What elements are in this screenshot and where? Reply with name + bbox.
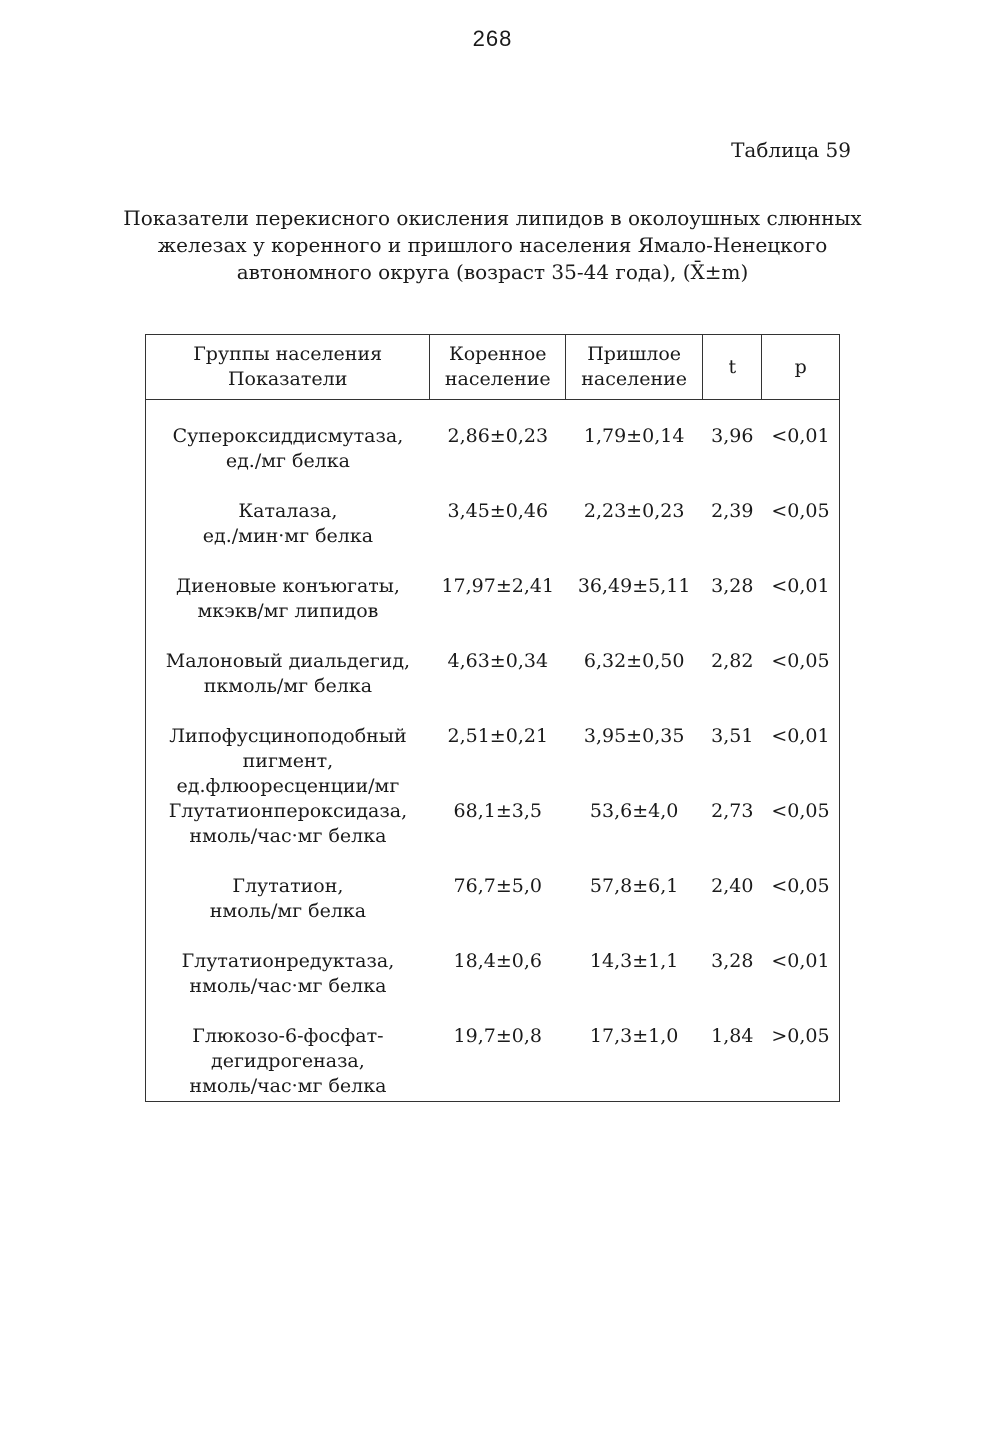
t-value: 3,28 — [711, 950, 754, 972]
header-migrant-line: Пришлое — [587, 343, 682, 365]
migrant-value: 53,6±4,0 — [589, 800, 679, 822]
header-migrant — [566, 335, 703, 400]
indicator-name-line: мкэкв/мг липидов — [197, 600, 379, 622]
p-value: <0,01 — [771, 575, 830, 597]
native-value: 76,7±5,0 — [453, 875, 542, 897]
indicator-name-line: дегидрогеназа, — [211, 1050, 365, 1072]
t-value: 1,84 — [711, 1025, 754, 1047]
indicator-name-line: нмоль/мг белка — [209, 900, 367, 922]
indicator-name — [146, 400, 430, 475]
table-row — [146, 924, 840, 999]
p-value: <0,05 — [771, 875, 830, 897]
indicator-name — [146, 699, 430, 799]
t-value: 3,28 — [711, 575, 754, 597]
p-value: <0,05 — [771, 650, 830, 672]
migrant-value: 14,3±1,1 — [589, 950, 679, 972]
migrant-value: 1,79±0,14 — [583, 425, 685, 447]
indicator-name-line: нмоль/час·мг белка — [189, 1075, 387, 1097]
t-value: 2,40 — [711, 875, 754, 897]
caption-line: автономного округа (возраст 35-44 года), (X̄±m) — [236, 260, 749, 284]
t-value: 3,51 — [711, 725, 754, 747]
native-value: 68,1±3,5 — [453, 800, 542, 822]
indicator-name-line: Супероксиддисмутаза, — [172, 425, 404, 447]
p-value: >0,05 — [771, 1025, 830, 1047]
indicator-name-line: нмоль/час·мг белка — [189, 825, 387, 847]
p-value: <0,05 — [771, 500, 830, 522]
header-migrant-line: население — [581, 368, 688, 390]
indicator-name-line: Каталаза, — [238, 500, 338, 522]
table-row — [146, 474, 840, 549]
migrant-value: 3,95±0,35 — [583, 725, 685, 747]
header-p: p — [762, 335, 840, 400]
table-header — [146, 335, 840, 400]
caption-line: железах у коренного и пришлого населения Ямало-Ненецкого — [157, 233, 828, 257]
indicator-name — [146, 849, 430, 924]
page-number: 268 — [472, 26, 513, 51]
p-value: <0,01 — [771, 425, 830, 447]
indicator-name-line: Глутатионредуктаза, — [181, 950, 395, 972]
header-native-line: население — [444, 368, 551, 390]
indicator-name-line: Глюкозо-6-фосфат- — [192, 1025, 384, 1047]
native-value: 4,63±0,34 — [447, 650, 549, 672]
t-value: 3,96 — [711, 425, 754, 447]
native-value: 3,45±0,46 — [447, 500, 549, 522]
indicator-name — [146, 474, 430, 549]
table-row — [146, 799, 840, 849]
table-row — [146, 400, 840, 475]
migrant-value: 2,23±0,23 — [583, 500, 685, 522]
indicator-name-line: нмоль/час·мг белка — [189, 975, 387, 997]
table-body — [146, 400, 840, 1102]
native-value: 17,97±2,41 — [441, 575, 555, 597]
header-native-line: Коренное — [448, 343, 547, 365]
p-value: <0,01 — [771, 950, 830, 972]
header-t: t — [703, 335, 762, 400]
t-value: 2,73 — [711, 800, 754, 822]
native-value: 18,4±0,6 — [453, 950, 542, 972]
header-native — [430, 335, 566, 400]
indicator-name-line: Диеновые конъюгаты, — [175, 575, 400, 597]
migrant-value: 6,32±0,50 — [583, 650, 685, 672]
indicator-name-line: ед./мин·мг белка — [202, 525, 374, 547]
migrant-value: 17,3±1,0 — [589, 1025, 679, 1047]
p-value: <0,01 — [771, 725, 830, 747]
native-value: 2,51±0,21 — [447, 725, 549, 747]
lipid-peroxidation-table — [145, 334, 840, 1102]
caption-line: Показатели перекисного окисления липидов в околоушных слюнных — [123, 206, 862, 230]
indicator-name — [146, 799, 430, 849]
indicator-name-line: пигмент, — [242, 750, 334, 772]
indicator-name — [146, 624, 430, 699]
native-value: 19,7±0,8 — [453, 1025, 542, 1047]
table-row — [146, 999, 840, 1102]
indicator-name — [146, 999, 430, 1102]
native-value: 2,86±0,23 — [447, 425, 549, 447]
indicator-name-line: ед.флюоресценции/мг — [176, 775, 400, 797]
indicator-name-line: ед./мг белка — [225, 450, 350, 472]
header-groups — [146, 335, 430, 400]
indicator-name-line: Глутатионпероксидаза, — [168, 800, 408, 822]
table-label: Таблица 59 — [731, 138, 851, 162]
table-row — [146, 624, 840, 699]
indicator-name — [146, 924, 430, 999]
t-value: 2,82 — [711, 650, 754, 672]
header-groups-line: Показатели — [227, 368, 348, 390]
t-value: 2,39 — [711, 500, 754, 522]
p-value: <0,05 — [771, 800, 830, 822]
table-row — [146, 699, 840, 799]
indicator-name-line: пкмоль/мг белка — [203, 675, 373, 697]
table-row — [146, 549, 840, 624]
indicator-name-line: Малоновый диальдегид, — [165, 650, 411, 672]
table-caption — [100, 205, 885, 286]
migrant-value: 57,8±6,1 — [589, 875, 679, 897]
header-groups-line: Группы населения — [193, 343, 383, 365]
indicator-name-line: Глутатион, — [232, 875, 344, 897]
migrant-value: 36,49±5,11 — [577, 575, 691, 597]
indicator-name-line: Липофусциноподобный — [169, 725, 407, 747]
table-row — [146, 849, 840, 924]
header-row — [146, 335, 840, 400]
indicator-name — [146, 549, 430, 624]
